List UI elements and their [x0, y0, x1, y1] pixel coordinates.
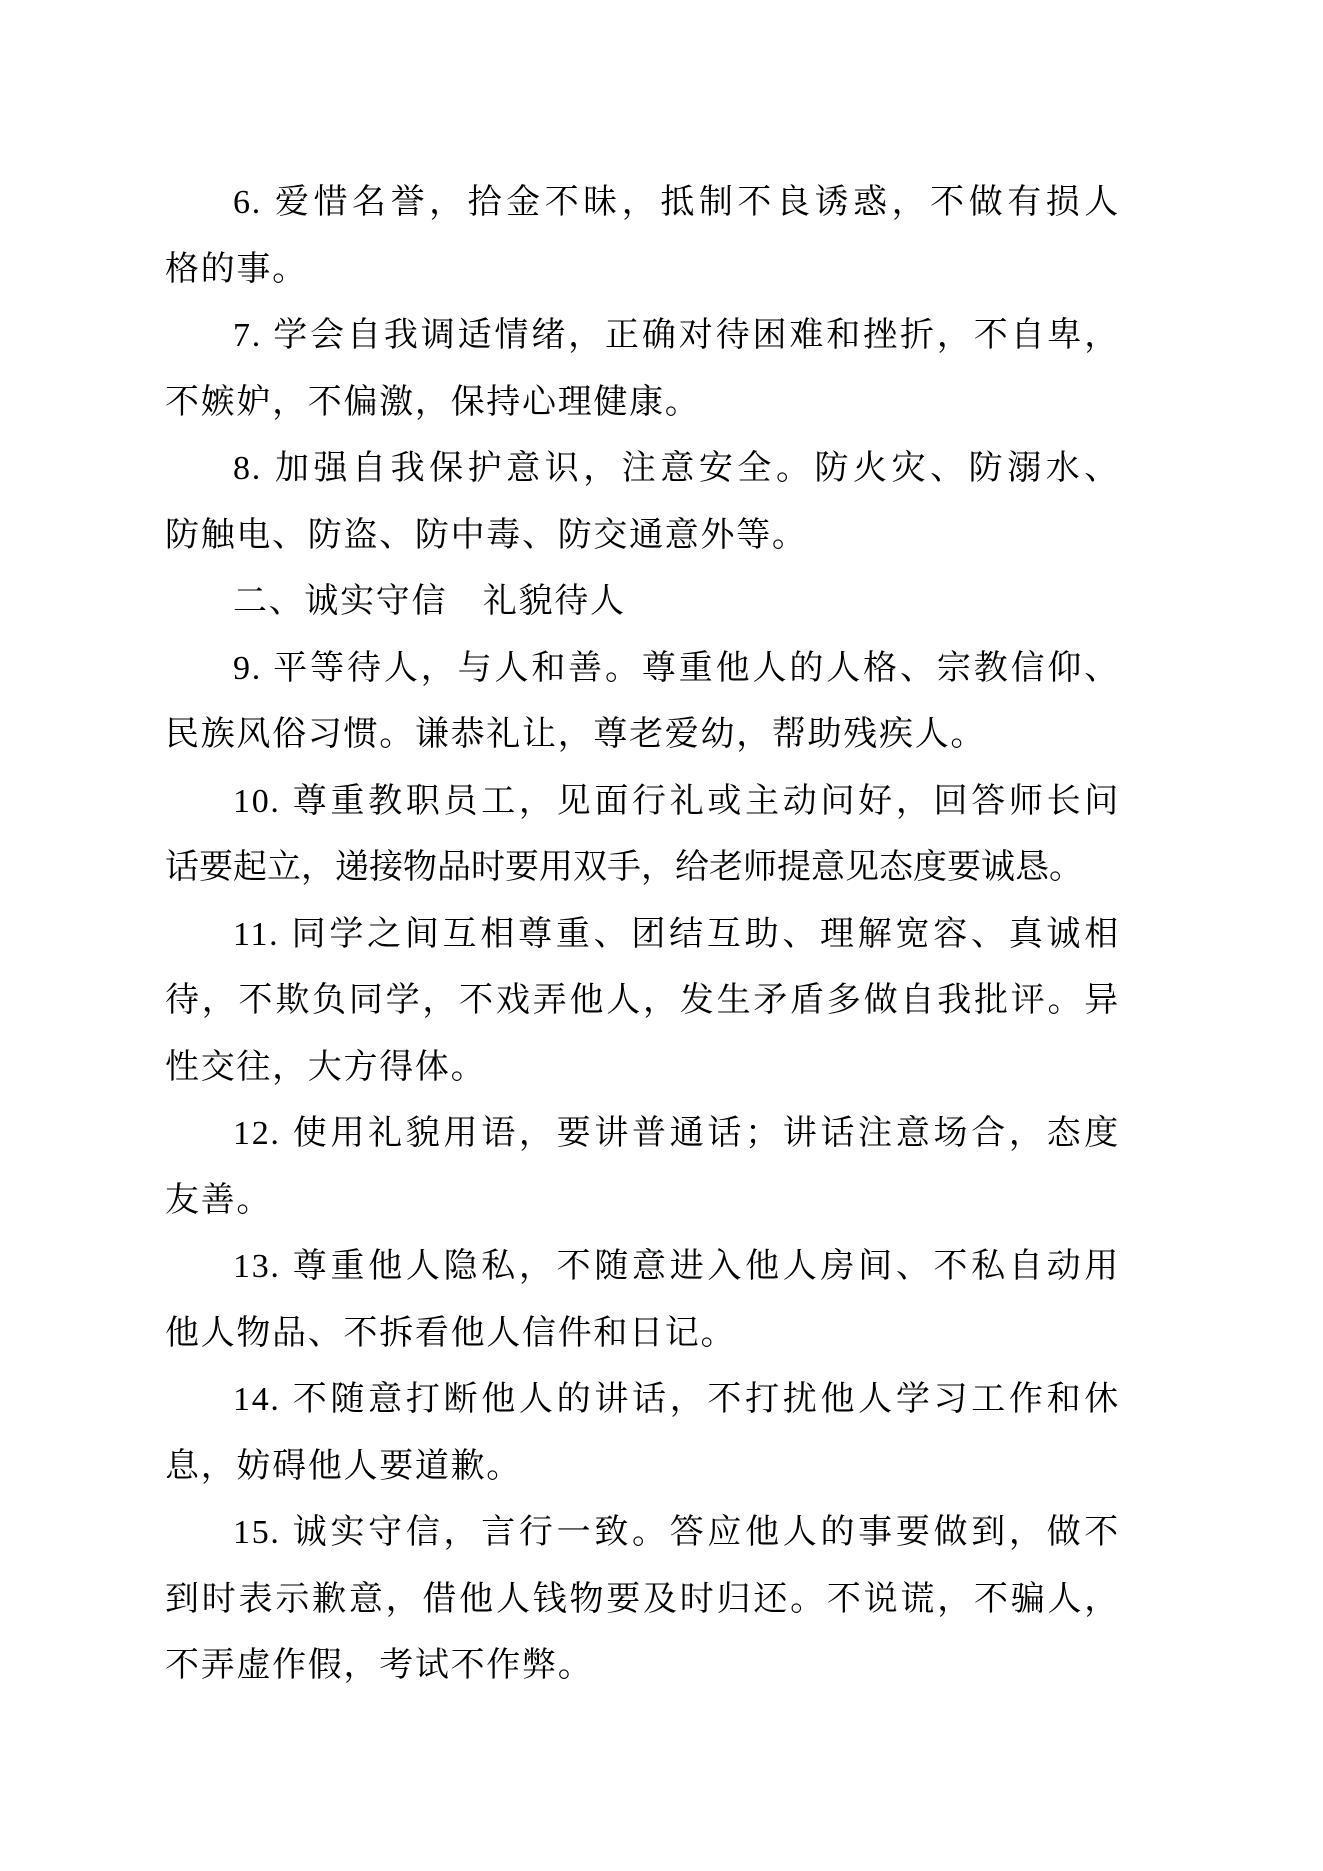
paragraph-item: [165, 303, 1120, 436]
paragraph-item: [165, 1367, 1120, 1500]
paragraph-item: [165, 636, 1120, 769]
text-line: 民族风俗习惯。谦恭礼让，尊老爱幼，帮助残疾人。: [165, 716, 987, 753]
text-line: 9. 平等待人，与人和善。尊重他人的人格、宗教信仰、: [233, 649, 1120, 687]
text-line: 性交往，大方得体。: [165, 1048, 487, 1086]
text-line: 14. 不随意打断他人的讲话，不打扰他人学习工作和休: [233, 1381, 1120, 1418]
text-line: 不弄虚作假，考试不作弊。: [165, 1647, 594, 1684]
text-line: 13. 尊重他人隐私，不随意进入他人房间、不私自动用: [233, 1248, 1120, 1285]
text-line: 息，妨碍他人要道歉。: [165, 1447, 522, 1485]
text-line: 6. 爱惜名誉，拾金不昧，抵制不良诱惑，不做有损人: [233, 184, 1120, 221]
section-heading-text: 二、诚实守信 礼貌待人: [233, 583, 626, 620]
paragraph-item: [165, 1500, 1120, 1700]
text-line: 12. 使用礼貌用语，要讲普通话；讲话注意场合，态度: [233, 1115, 1120, 1152]
text-line: 防触电、防盗、防中毒、防交通意外等。: [165, 516, 808, 554]
paragraph-item: [165, 769, 1120, 902]
document-body: [165, 170, 1120, 1700]
text-line: 友善。: [165, 1181, 273, 1219]
paragraph-item: [165, 1101, 1120, 1234]
text-line: 他人物品、不拆看他人信件和日记。: [165, 1314, 737, 1352]
text-line: 11. 同学之间互相尊重、团结互助、理解宽容、真诚相: [233, 915, 1120, 953]
text-line: 8. 加强自我保护意识，注意安全。防火灾、防溺水、: [233, 450, 1120, 487]
text-line: 7. 学会自我调适情绪，正确对待困难和挫折，不自卑，: [233, 317, 1120, 354]
text-line: 10. 尊重教职员工，见面行礼或主动问好，回答师长问: [233, 782, 1120, 820]
text-line: 15. 诚实守信，言行一致。答应他人的事要做到，做不: [233, 1514, 1120, 1551]
paragraph-item: [165, 170, 1120, 303]
text-line: 不嫉妒，不偏激，保持心理健康。: [165, 383, 701, 421]
paragraph-item: [165, 1234, 1120, 1367]
text-line: 待，不欺负同学，不戏弄他人，发生矛盾多做自我批评。异: [165, 982, 1120, 1019]
paragraph-item: [165, 902, 1120, 1102]
text-line: 到时表示歉意，借他人钱物要及时归还。不说谎，不骗人，: [165, 1580, 1120, 1618]
section-heading: [165, 569, 1120, 636]
text-line: 话要起立，递接物品时要用双手，给老师提意见态度要诚恳。: [165, 849, 1083, 886]
text-line: 格的事。: [165, 250, 308, 288]
paragraph-item: [165, 436, 1120, 569]
